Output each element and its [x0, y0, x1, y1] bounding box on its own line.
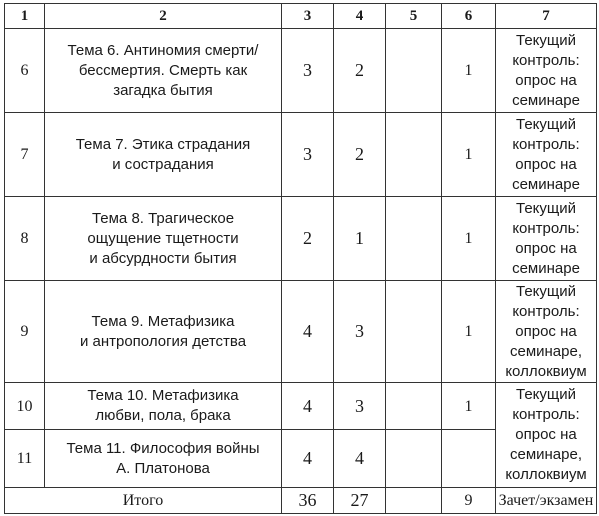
hours-col6: 1: [442, 197, 496, 281]
column-header: 1: [5, 4, 45, 29]
hours-col3: 4: [282, 281, 334, 383]
topic-line: ощущение тщетности: [87, 229, 239, 247]
hours-col3: 3: [282, 29, 334, 113]
topic-cell: [45, 430, 282, 488]
topic-line: А. Платонова: [116, 459, 210, 477]
total-col3: 36: [282, 488, 334, 514]
control-line: Текущий: [516, 386, 576, 403]
topic-line: Тема 8. Трагическое: [91, 209, 235, 227]
control-line: Текущий: [516, 199, 576, 217]
topic-line: Тема 11. Философия войны: [66, 439, 260, 457]
topic-line: и сострадания: [112, 155, 214, 173]
control-line: контроль:: [512, 135, 580, 153]
control-line: контроль:: [512, 51, 580, 69]
hours-col6: 1: [442, 113, 496, 197]
hours-col4: 3: [334, 281, 386, 383]
control-cell: [496, 113, 597, 197]
topic-line: Тема 6. Антиномия смерти/: [67, 41, 259, 59]
hours-col5: [386, 29, 442, 113]
column-header: 5: [386, 4, 442, 29]
column-header: 6: [442, 4, 496, 29]
column-header: 2: [45, 4, 282, 29]
total-label: Итого: [5, 488, 282, 514]
hours-col3: 4: [282, 430, 334, 488]
total-control: Зачет/экзамен: [496, 488, 597, 514]
course-plan-table: [4, 3, 597, 514]
topic-line: Тема 7. Этика страдания: [75, 135, 251, 153]
topic-line: любви, пола, брака: [95, 407, 231, 424]
row-number: 7: [5, 113, 45, 197]
hours-col6: 1: [442, 383, 496, 430]
topic-line: Тема 9. Метафизика: [91, 312, 235, 330]
total-row: [5, 488, 597, 514]
control-line: коллоквиум: [505, 466, 587, 483]
hours-col4: 3: [334, 383, 386, 430]
hours-col6: 1: [442, 281, 496, 383]
hours-col6: [442, 430, 496, 488]
topic-line: Тема 10. Метафизика: [87, 387, 239, 404]
control-line: контроль:: [512, 302, 580, 320]
total-col4: 27: [334, 488, 386, 514]
control-line: Текущий: [516, 282, 576, 300]
column-header: 4: [334, 4, 386, 29]
row-number: 6: [5, 29, 45, 113]
control-line: опрос на: [515, 426, 577, 443]
table-row: [5, 197, 597, 281]
control-line: опрос на: [515, 239, 577, 257]
topic-cell: [45, 29, 282, 113]
column-header: 7: [496, 4, 597, 29]
table-row: [5, 29, 597, 113]
hours-col3: 4: [282, 383, 334, 430]
hours-col5: [386, 113, 442, 197]
hours-col6: 1: [442, 29, 496, 113]
hours-col4: 2: [334, 29, 386, 113]
control-line: Текущий: [516, 115, 576, 133]
total-col5: [386, 488, 442, 514]
control-line: семинаре: [512, 91, 580, 109]
topic-line: загадка бытия: [113, 81, 213, 99]
hours-col5: [386, 281, 442, 383]
topic-cell: [45, 113, 282, 197]
topic-cell: [45, 281, 282, 383]
topic-cell: [45, 197, 282, 281]
control-cell: [496, 29, 597, 113]
hours-col5: [386, 197, 442, 281]
table-row: [5, 383, 597, 430]
control-line: семинаре: [512, 175, 580, 193]
table-row: [5, 281, 597, 383]
control-line: Текущий: [516, 31, 576, 49]
hours-col3: 3: [282, 113, 334, 197]
control-line: опрос на: [515, 322, 577, 340]
control-line: контроль:: [512, 406, 580, 423]
control-line: коллоквиум: [505, 362, 587, 380]
row-number: 8: [5, 197, 45, 281]
hours-col5: [386, 430, 442, 488]
hours-col4: 2: [334, 113, 386, 197]
control-cell: [496, 197, 597, 281]
row-number: 10: [5, 383, 45, 430]
header-row: [5, 4, 597, 29]
topic-line: и антропология детства: [79, 332, 247, 350]
control-line: опрос на: [515, 155, 577, 173]
hours-col4: 1: [334, 197, 386, 281]
topic-line: бессмертия. Смерть как: [78, 61, 248, 79]
hours-col3: 2: [282, 197, 334, 281]
row-number: 9: [5, 281, 45, 383]
control-line: контроль:: [512, 219, 580, 237]
row-number: 11: [5, 430, 45, 488]
total-col6: 9: [442, 488, 496, 514]
control-line: семинаре,: [509, 342, 582, 360]
control-line: семинаре: [512, 259, 580, 277]
hours-col4: 4: [334, 430, 386, 488]
hours-col5: [386, 383, 442, 430]
control-line: опрос на: [515, 71, 577, 89]
topic-cell: [45, 383, 282, 430]
topic-line: и абсурдности бытия: [89, 249, 237, 267]
column-header: 3: [282, 4, 334, 29]
control-line: семинаре,: [509, 446, 582, 463]
table-row: [5, 113, 597, 197]
control-cell-merged: [496, 383, 597, 488]
control-cell: [496, 281, 597, 383]
